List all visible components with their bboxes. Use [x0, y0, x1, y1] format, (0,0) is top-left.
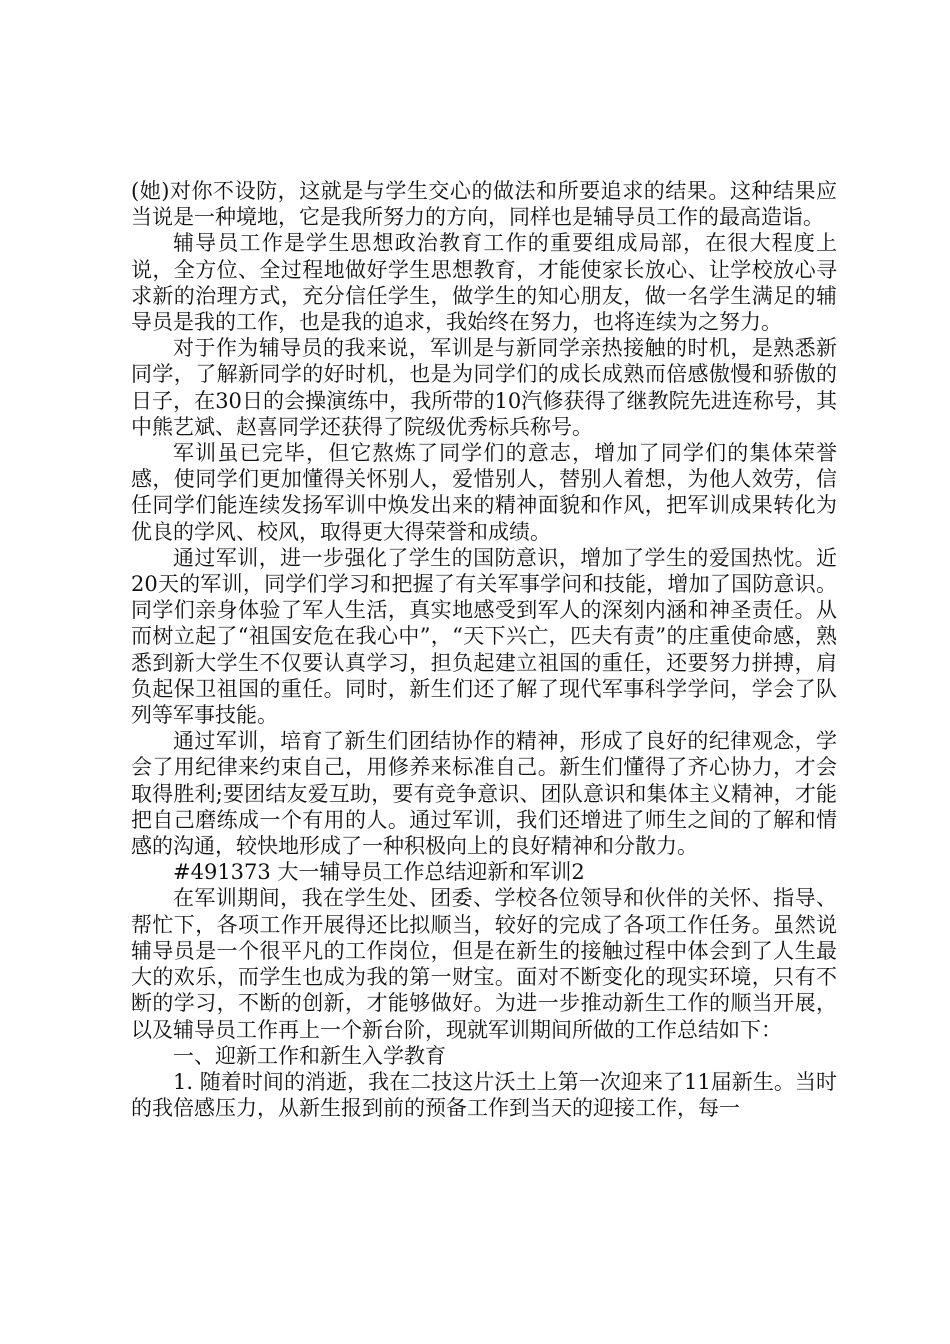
paragraph-5: 通过军训，进一步强化了学生的国防意识，增加了学生的爱国热忱。近20天的军训，同学们学习和把握了有关军事学问和技能，增加了国防意识。同学们亲身体验了军人生活，真实地感受到军人的深刻内涵和神圣责任。从而树立起了“祖国安危在我心中”，“天下兴亡，匹夫有责”的庄重使命感，熟悉到新大学生不仅要认真学习，担负起建立祖国的重任，还要努力拼搏，肩负起保卫祖国的重任。同时，新生们还了解了现代军事科学学问，学会了队列等军事技能。 [131, 545, 837, 728]
paragraph-6: 通过军训，培育了新生们团结协作的精神，形成了良好的纪律观念，学会了用纪律来约束自己，用修养来标准自己。新生们懂得了齐心协力，才会取得胜利;要团结友爱互助，要有竞争意识、团队意识和集体主义精神，才能把自己磨练成一个有用的人。通过军训，我们还增进了师生之间的了解和情感的沟通，较快地形成了一种积极向上的良好精神和分散力。 [131, 729, 837, 859]
paragraph-4: 军训虽已完毕，但它熬炼了同学们的意志，增加了同学们的集体荣誉感，使同学们更加懂得关怀别人，爱惜别人，替别人着想，为他人效劳，信任同学们能连续发扬军训中焕发出来的精神面貌和作风，把军训成果转化为优良的学风、校风，取得更大得荣誉和成绩。 [131, 441, 837, 544]
paragraph-1: (她)对你不设防，这就是与学生交心的做法和所要追求的结果。这种结果应当说是一种境地，它是我所努力的方向，同样也是辅导员工作的最高造诣。 [131, 179, 837, 230]
paragraph-8: 1. 随着时间的消逝，我在二技这片沃土上第一次迎来了11届新生。当时的我倍感压力，从新生报到前的预备工作到当天的迎接工作，每一 [131, 1069, 837, 1121]
section-title: #491373 大一辅导员工作总结迎新和军训2 [173, 860, 585, 885]
subsection-heading: 一、迎新工作和新生入学教育 [173, 1043, 446, 1068]
paragraph-3: 对于作为辅导员的我来说，军训是与新同学亲热接触的时机，是熟悉新同学，了解新同学的好时机，也是为同学们的成长成熟而倍感傲慢和骄傲的日子，在30日的会操演练中，我所带的10汽修获得了继教院先进连称号，其中熊艺斌、赵喜同学还获得了院级优秀标兵称号。 [131, 336, 837, 439]
paragraph-2: 辅导员工作是学生思想政治教育工作的重要组成局部，在很大程度上说，全方位、全过程地做好学生思想教育，才能使家长放心、让学校放心寻求新的治理方式，充分信任学生，做学生的知心朋友，做一名学生满足的辅导员是我的工作，也是我的追求，我始终在努力，也将连续为之努力。 [131, 231, 837, 335]
document-page [131, 178, 837, 1121]
paragraph-7: 在军训期间，我在学生处、团委、学校各位领导和伙伴的关怀、指导、帮忙下，各项工作开展得还比拟顺当，较好的完成了各项工作任务。虽然说辅导员是一个很平凡的工作岗位，但是在新生的接触过程中体会到了人生最大的欢乐，而学生也成为我的第一财宝。面对不断变化的现实环境，只有不断的学习，不断的创新，才能够做好。为进一步推动新生工作的顺当开展，以及辅导员工作再上一个新台阶，现就军训期间所做的工作总结如下： [131, 886, 837, 1042]
